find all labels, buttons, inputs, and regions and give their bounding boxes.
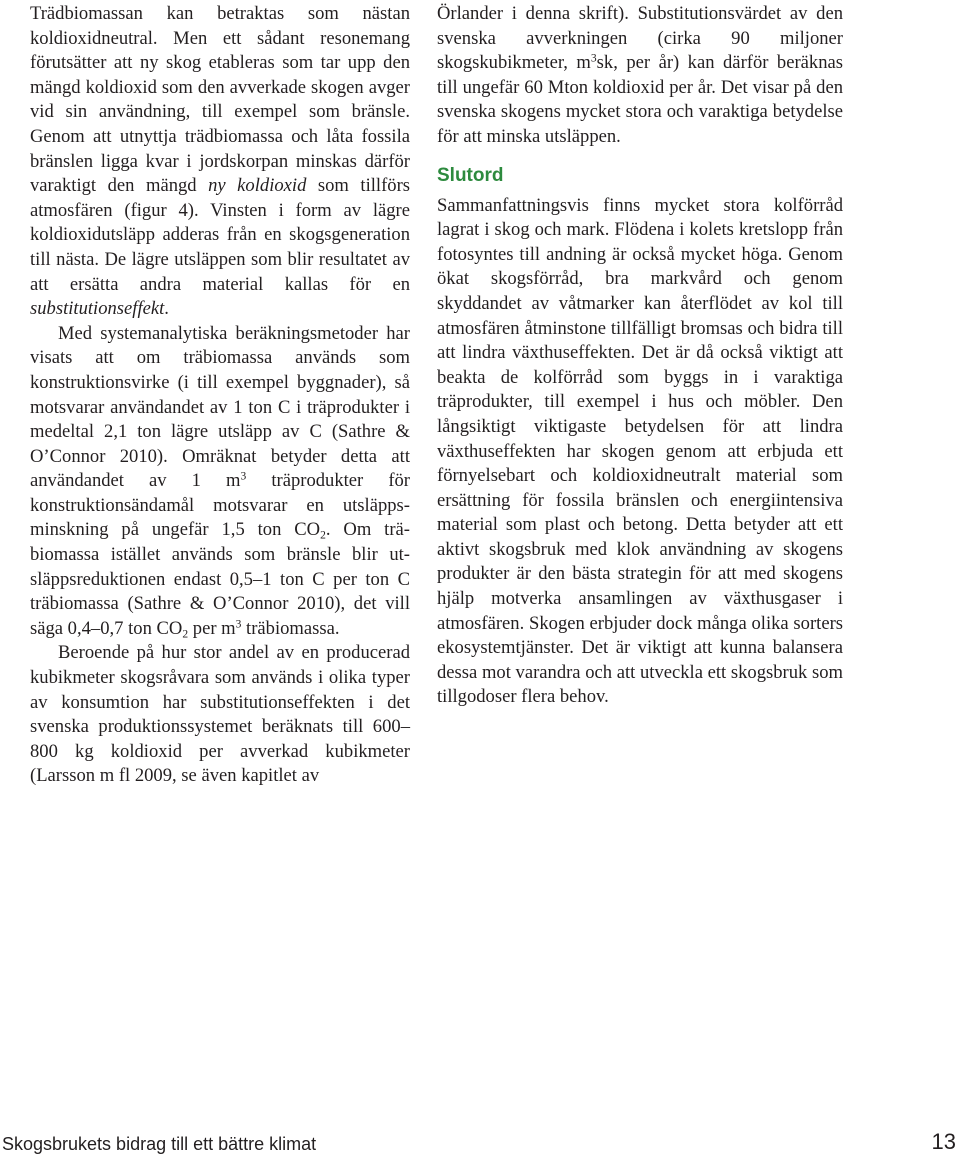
- text-run: träprodukter för konstruktionsändamål motsvarar en utsläppsminskning på ungefär 1,5 ton CO: [30, 470, 410, 541]
- emphasis-term: substitutionseffekt: [30, 298, 165, 320]
- text-run: träbiomassa.: [241, 617, 340, 639]
- superscript: 3: [235, 618, 242, 631]
- right-column: [437, 2, 843, 710]
- left-column: [30, 2, 410, 789]
- text-run: per m: [188, 617, 236, 639]
- left-paragraph-2: [30, 322, 410, 642]
- text-run: Örlander i denna skrift). Substitutionsvärdet av den svenska avverkningen (cirka 90 miljoner skogskubikmeter, m: [437, 3, 843, 74]
- footer-title: Skogsbrukets bidrag till ett bättre klimat: [2, 1134, 317, 1154]
- text-run: . Om träbiomassa istället används som bränsle blir utsläppsreduktionen endast 0,5–1 ton C per ton C träbiomassa (Sathre & O’Connor 2010), det vill säga 0,4–0,7 ton CO: [30, 519, 410, 639]
- page-number: 13: [931, 1129, 956, 1154]
- superscript: 3: [240, 470, 247, 483]
- right-paragraph-2: Sammanfattningsvis finns mycket stora kolförråd lagrat i skog och mark. Flödena i kolets kretslopp från fotosyntes till andning är också mycket höga. Genom ökat skogsförråd, bra markvård och genom skyddandet av våtmarker kan återflödet av kol till atmosfären åtminstone tillfälligt bromsas och bidra till att lindra växthuseffekten. Det är då också viktigt att beakta de kolförråd som byggs in i varaktiga träprodukter, till exempel i hus och möbler. Den långsiktigt viktigaste betydelsen för att lindra växthuseffekten har skogen genom att erbjuda ett förnyelsebart och koldioxidneutralt material som ersättning för fossila bränslen och energiintensiva material som plast och betong. Detta betyder att ett aktivt skogsbruk med klok användning av skogens produkter är den bästa strategin för att med skogens hjälp motverka ansamlingen av växthusgaser i atmosfären. Skogen erbjuder dock många olika sorters ekosystemtjänster. Det är viktigt att kunna balansera dessa mot varandra och att utveckla ett skogsbruk som tillgodoser flera behov.: [437, 194, 843, 708]
- text-run: sk, per år) kan därför beräknas till ungefär 60 Mton koldioxid per år. Det visar på den svenska skogens mycket stora och varaktiga betydelse för att minska utsläppen.: [437, 52, 843, 147]
- section-heading: Slutord: [437, 164, 504, 186]
- text-run: Trädbiomassan kan betraktas som nästan koldioxidneutral. Men ett sådant resonemang förutsätter att ny skog etableras som tar upp den mängd koldioxid som den avverkade skogen avger vid sin användning, till exempel som bränsle. Genom att utnyttja trädbiomassa och låta fossila bränslen ligga kvar i jordskorpan minskas därför varaktigt den mängd: [30, 3, 410, 197]
- left-paragraph-1: [30, 2, 410, 322]
- text-run: Med systemanalytiska beräkningsmetoder har visats att om träbiomassa används som konstruktionsvirke (i till exempel byggnader), så motsvarar användandet av 1 ton C i träprodukter i medeltal 2,1 ton lägre utsläpp av C (Sathre & O’Connor 2010). Omräknat betyder detta att användandet av 1 m: [30, 322, 410, 492]
- subscript: 2: [320, 529, 326, 542]
- page-footer: [0, 1125, 960, 1155]
- text-run: .: [164, 298, 169, 320]
- subscript: 2: [182, 628, 189, 641]
- emphasis-term: ny koldioxid: [208, 175, 307, 197]
- superscript: 3: [590, 52, 597, 65]
- text-run: som tillförs atmosfären (figur 4). Vinsten i form av lägre koldioxidutsläpp adderas från en skogsgeneration till nästa. De lägre utsläppen som blir resultatet av att ersätta andra material kallas för en: [30, 175, 410, 295]
- left-paragraph-3: Beroende på hur stor andel av en producerad kubikmeter skogsråvara som används i olika typer av konsumtion har substitutionseffekten i det svenska produktionssystemet beräknats till 600–800 kg koldioxid per avverkad kubikmeter (Larsson m fl 2009, se även kapitlet av: [30, 642, 410, 787]
- right-paragraph-1: [437, 2, 843, 150]
